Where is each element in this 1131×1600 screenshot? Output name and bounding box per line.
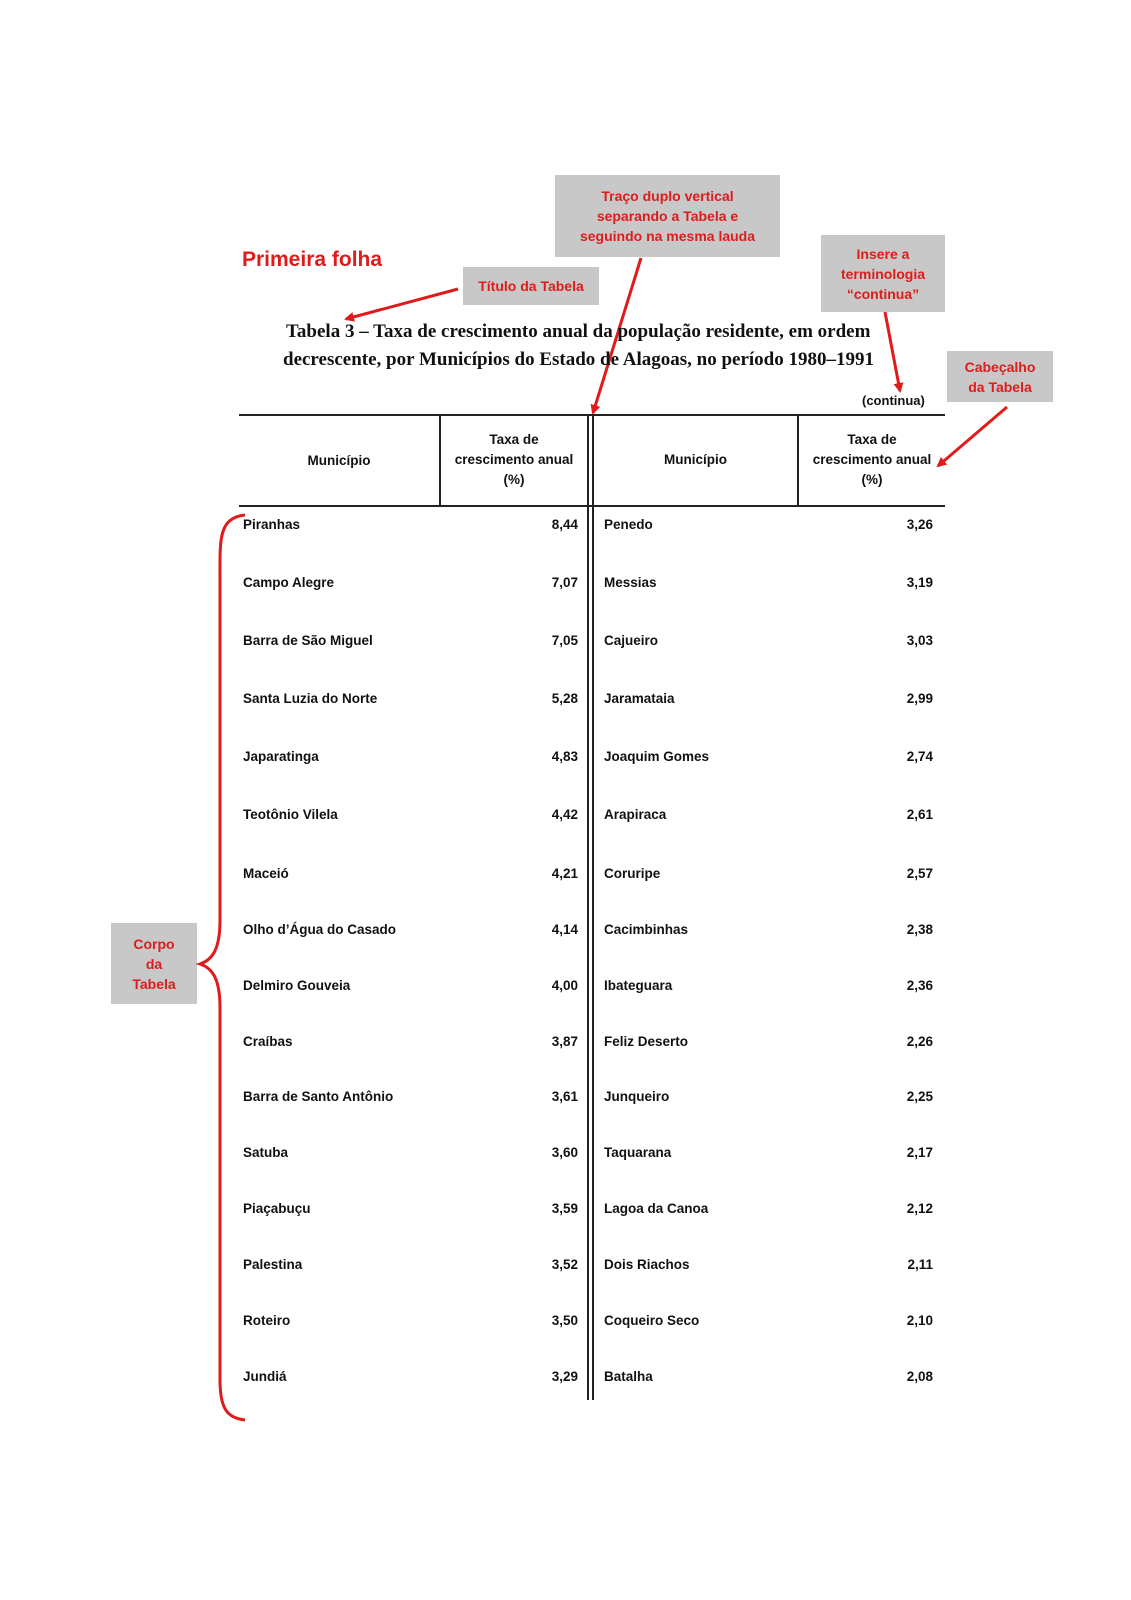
taxa-value: 2,61 [906, 807, 933, 822]
municipio-name: Lagoa da Canoa [604, 1201, 709, 1216]
municipio-name: Taquarana [604, 1145, 672, 1160]
sheet-label: Primeira folha [242, 248, 383, 271]
double-rule-a [587, 415, 589, 1400]
taxa-value: 2,12 [906, 1201, 933, 1216]
taxa-value: 2,36 [906, 978, 933, 993]
taxa-value: 3,03 [906, 633, 933, 648]
taxa-value: 2,17 [906, 1145, 933, 1160]
header-arrow [938, 407, 1007, 466]
taxa-value: 2,38 [906, 922, 933, 937]
taxa-value: 2,11 [907, 1257, 933, 1272]
taxa-value: 2,08 [906, 1369, 933, 1384]
municipio-name: Dois Riachos [604, 1257, 690, 1272]
taxa-value: 2,10 [906, 1313, 933, 1328]
municipio-name: Coruripe [604, 866, 661, 881]
table-title-line2: decrescente, por Municípios do Estado de Alagoas, no período 1980–1991 [283, 349, 874, 370]
taxa-value: 4,00 [551, 978, 578, 993]
header-municipio-left: Município [307, 453, 371, 468]
taxa-value: 2,25 [906, 1089, 933, 1104]
municipio-name: Arapiraca [604, 807, 667, 822]
taxa-value: 4,42 [551, 807, 578, 822]
municipio-name: Penedo [604, 517, 653, 532]
municipio-name: Barra de São Miguel [243, 633, 373, 648]
taxa-value: 5,28 [551, 691, 578, 706]
taxa-value: 7,05 [551, 633, 578, 648]
taxa-value: 7,07 [551, 575, 578, 590]
taxa-value: 3,59 [551, 1201, 578, 1216]
municipio-name: Craíbas [243, 1034, 293, 1049]
municipio-name: Messias [604, 575, 657, 590]
header-taxa-left: Taxa de crescimento anual (%) [454, 432, 574, 487]
continua-note: Insere a terminologia “continua” [821, 235, 945, 312]
municipio-name: Cajueiro [604, 633, 659, 648]
taxa-value: 3,19 [906, 575, 933, 590]
municipio-name: Japaratinga [243, 749, 319, 764]
municipio-name: Maceió [243, 866, 289, 881]
header-note: Cabeçalho da Tabela [947, 351, 1053, 402]
taxa-value: 3,60 [551, 1145, 578, 1160]
municipio-name: Ibateguara [604, 978, 673, 993]
municipio-name: Piaçabuçu [243, 1201, 311, 1216]
municipio-name: Roteiro [243, 1313, 291, 1328]
title-note: Título da Tabela [463, 267, 599, 305]
taxa-value: 3,50 [551, 1313, 578, 1328]
taxa-value: 4,14 [551, 922, 578, 937]
header-taxa-right: Taxa de crescimento anual (%) [812, 432, 932, 487]
table-title-line1: Tabela 3 – Taxa de crescimento anual da população residente, em ordem [286, 321, 871, 342]
double-rule-note: Traço duplo vertical separando a Tabela e seguindo na mesma lauda [555, 175, 780, 257]
double-rule-b [592, 415, 594, 1400]
municipio-name: Feliz Deserto [604, 1034, 689, 1049]
taxa-value: 3,26 [906, 517, 933, 532]
municipio-name: Campo Alegre [243, 575, 335, 590]
municipio-name: Batalha [604, 1369, 653, 1384]
taxa-value: 3,61 [551, 1089, 578, 1104]
municipio-name: Teotônio Vilela [243, 807, 338, 822]
municipio-name: Delmiro Gouveia [243, 978, 351, 993]
body-note: Corpo da Tabela [111, 923, 197, 1004]
continua-label: (continua) [862, 393, 925, 408]
municipio-name: Santa Luzia do Norte [243, 691, 378, 706]
taxa-value: 2,99 [906, 691, 933, 706]
taxa-value: 4,83 [551, 749, 578, 764]
municipio-name: Cacimbinhas [604, 922, 689, 937]
municipio-name: Olho d’Água do Casado [243, 922, 397, 937]
taxa-value: 2,26 [906, 1034, 933, 1049]
taxa-value: 4,21 [551, 866, 578, 881]
taxa-value: 3,29 [551, 1369, 578, 1384]
municipio-name: Joaquim Gomes [604, 749, 710, 764]
table-title [283, 318, 901, 374]
taxa-value: 3,87 [551, 1034, 578, 1049]
municipio-name: Jaramataia [604, 691, 675, 706]
title-arrow [346, 289, 458, 319]
municipio-name: Jundiá [243, 1369, 287, 1384]
body-brace [200, 515, 245, 1420]
taxa-value: 3,52 [551, 1257, 578, 1272]
municipio-name: Satuba [243, 1145, 289, 1160]
taxa-value: 2,57 [906, 866, 933, 881]
taxa-value: 2,74 [906, 749, 933, 764]
municipio-name: Junqueiro [604, 1089, 670, 1104]
municipio-name: Piranhas [243, 517, 301, 532]
municipio-name: Coqueiro Seco [604, 1313, 700, 1328]
header-municipio-right: Município [664, 452, 727, 467]
taxa-value: 8,44 [551, 517, 578, 532]
municipio-name: Barra de Santo Antônio [243, 1089, 394, 1104]
municipio-name: Palestina [243, 1257, 303, 1272]
